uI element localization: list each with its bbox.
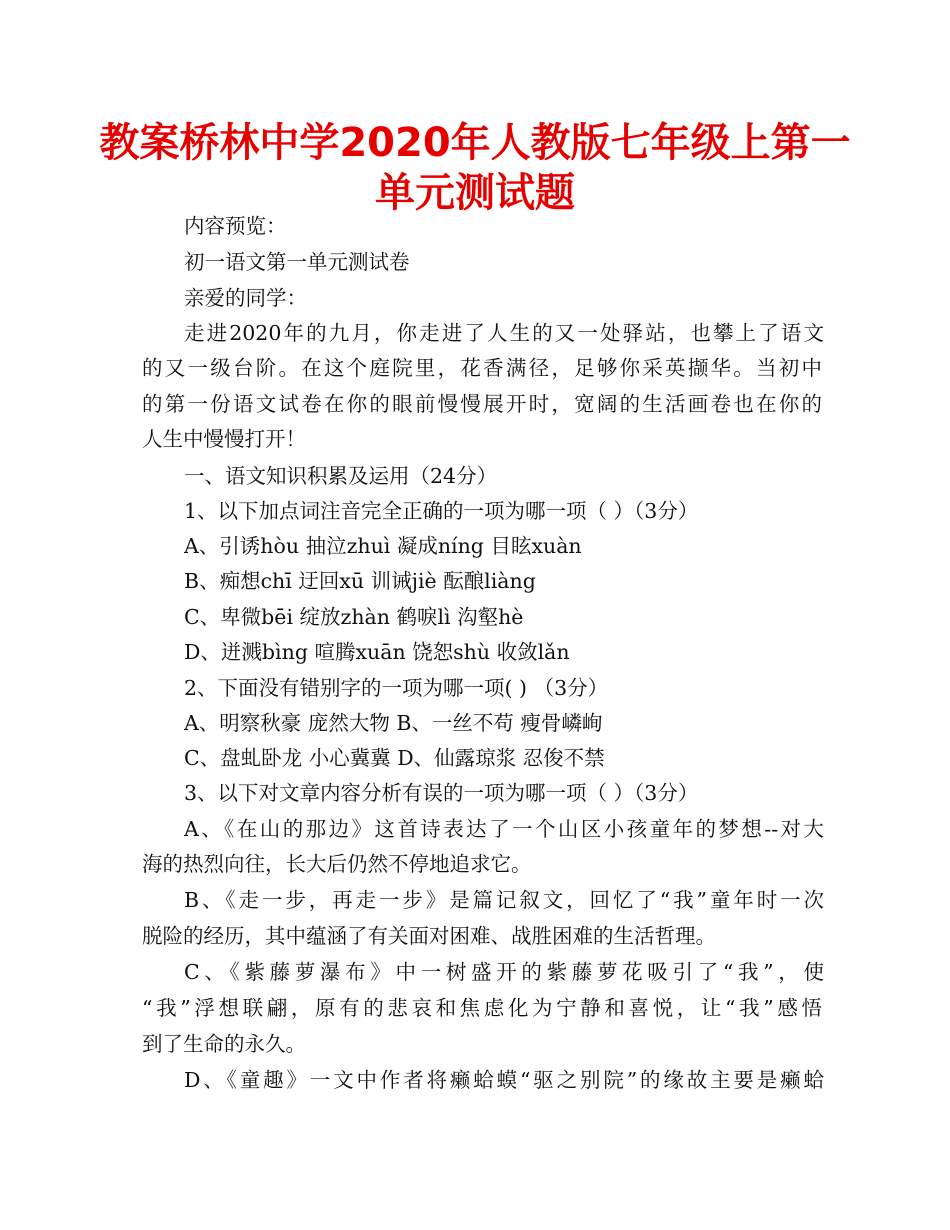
- question-2-stem: 2、下面没有错别字的一项为哪一项( ) （3分）: [184, 676, 609, 700]
- question-3-option-a: A、《在山的那边》这首诗表达了一个山区小孩童年的梦想--对大: [184, 817, 824, 841]
- question-3-option-c: 到了生命的永久。: [142, 1032, 306, 1056]
- question-3-option-d: D、《童趣》一文中作者将癞蛤蟆“驱之别院”的缘故主要是癞蛤: [184, 1068, 824, 1092]
- document-title-line-1: 教案桥林中学2020年人教版七年级上第一: [99, 120, 851, 166]
- question-3-option-a: 海的热烈向往，长大后仍然不停地追求它。: [142, 852, 532, 876]
- intro-line: 人生中慢慢打开！: [142, 427, 306, 451]
- question-3-option-c: C、《紫藤萝瀑布》中一树盛开的紫藤萝花吸引了“我”，使: [184, 960, 824, 984]
- document-title-line-2: 单元测试题: [375, 170, 575, 216]
- question-2-option: C、盘虬卧龙 小心冀冀 D、仙露琼浆 忍俊不禁: [184, 746, 605, 770]
- question-3-stem: 3、以下对文章内容分析有误的一项为哪一项（ ）（3分）: [184, 781, 699, 805]
- preview-label: 内容预览：: [184, 214, 287, 238]
- intro-line: 的又一级台阶。在这个庭院里，花香满径，足够你采英撷华。当初中: [142, 356, 822, 380]
- question-3-option-b: B、《走一步，再走一步》是篇记叙文，回忆了“我”童年时一次: [184, 888, 824, 912]
- intro-line: 走进2020年的九月，你走进了人生的又一处驿站，也攀上了语文: [184, 321, 824, 345]
- question-2-option: A、明察秋豪 庞然大物 B、一丝不苟 瘦骨嶙峋: [184, 711, 603, 735]
- question-3-option-b: 脱险的经历，其中蕴涵了有关面对困难、战胜困难的生活哲理。: [142, 924, 716, 948]
- question-3-option-c: “我”浮想联翩，原有的悲哀和焦虑化为宁静和喜悦，让“我”感悟: [142, 996, 822, 1020]
- question-1-option: D、迸溅bìng 喧腾xuān 饶恕shù 收敛lǎn: [184, 640, 570, 664]
- question-1-option: B、痴想chī 迂回xū 训诫jiè 酝酿liàng: [184, 569, 536, 593]
- question-1-option: A、引诱hòu 抽泣zhuì 凝成níng 目眩xuàn: [184, 534, 582, 558]
- paper-title: 初一语文第一单元测试卷: [184, 250, 410, 274]
- question-1-option: C、卑微bēi 绽放zhàn 鹤唳lì 沟壑hè: [184, 605, 524, 629]
- greeting: 亲爱的同学：: [184, 286, 307, 310]
- intro-line: 的第一份语文试卷在你的眼前慢慢展开时，宽阔的生活画卷也在你的: [142, 392, 822, 416]
- question-1-stem: 1、以下加点词注音完全正确的一项为哪一项（ ）（3分）: [184, 499, 699, 523]
- section-heading: 一、语文知识积累及运用（24分）: [184, 464, 498, 488]
